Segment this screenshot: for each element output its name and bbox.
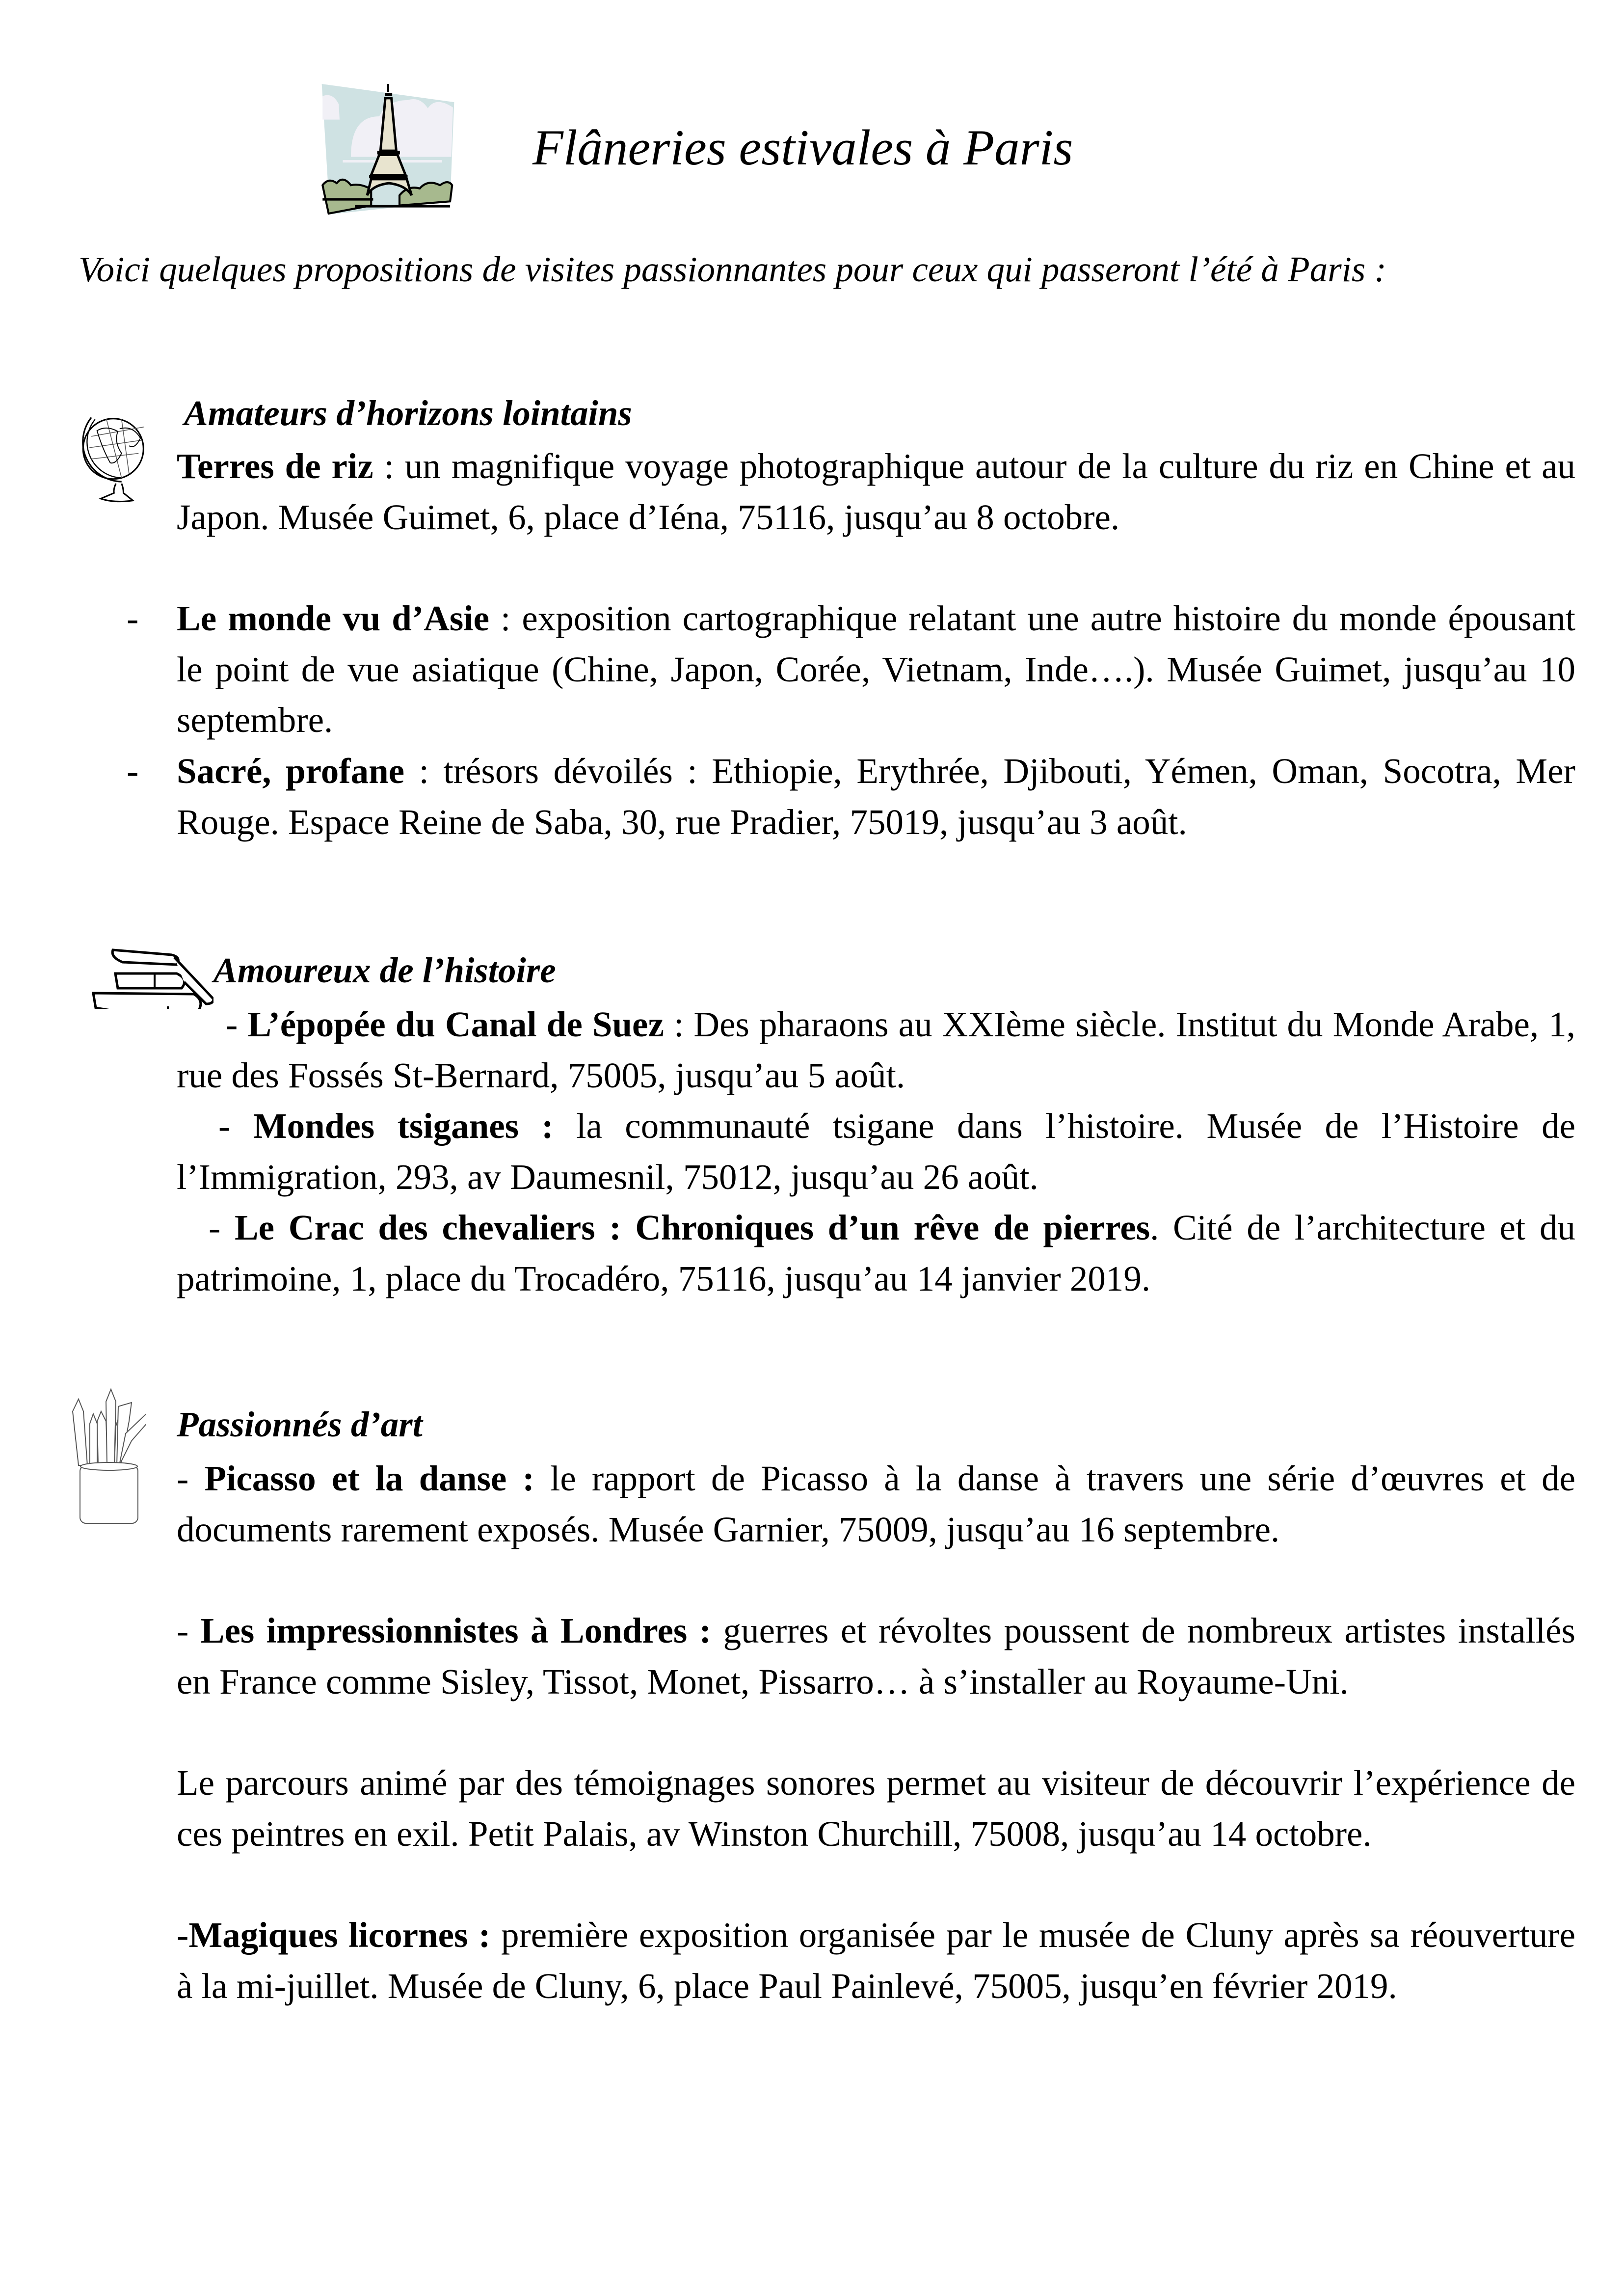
bullet-dash: - — [177, 1915, 189, 1955]
bullet-dash: - — [209, 1208, 235, 1247]
exhibition-details: un magnifique voyage photographique autour de la culture du riz en Chine et au Japon. Musée Guimet, 6, place d’Iéna, 75116, jusqu’au 8 octobre. — [177, 446, 1575, 537]
exhibition-details: le rapport de Picasso à la danse à travers une série d’œuvres et de documents rarement exposés. Musée Garnier, 75009, jusqu’au 16 septembre. — [177, 1459, 1575, 1549]
eiffel-tower-icon — [309, 68, 474, 230]
exhibition-details: Cité de l’architecture et du patrimoine, 1, place du Trocadéro, 75116, jusqu’au 14 janvier 2019. — [177, 1208, 1575, 1298]
exhibition-name: Mondes tsiganes : — [253, 1106, 554, 1146]
bullet-dash: - — [127, 751, 139, 791]
list-item-continuation: Le parcours animé par des témoignages sonores permet au visiteur de découvrir l’expérience de ces peintres en exil. Petit Palais, av Winston Churchill, 75008, jusqu’au 14 octobre. — [177, 1763, 1575, 1854]
page-title: Flâneries estivales à Paris — [532, 120, 1073, 176]
exhibition-details: première exposition organisée par le musée de Cluny après sa réouverture à la mi-juillet. Musée de Cluny, 6, place Paul Painlevé, 75005, jusqu’en février 2019. — [177, 1915, 1575, 2006]
section-heading: Amateurs d’horizons lointains — [184, 393, 632, 433]
list-item — [177, 1453, 1575, 1555]
section-heading: Amoureux de l’histoire — [213, 950, 556, 990]
exhibition-details: la communauté tsigane dans l’histoire. Musée de l’Histoire de l’Immigration, 293, av Daumesnil, 75012, jusqu’au 26 août. — [177, 1106, 1575, 1197]
bullet-dash: - — [218, 1106, 253, 1146]
list-item — [177, 1605, 1575, 1707]
exhibition-details: trésors dévoilés : Ethiopie, Erythrée, Djibouti, Yémen, Oman, Socotra, Mer Rouge. Espace Reine de Saba, 30, rue Pradier, 75019, jusqu’au 3 août. — [177, 751, 1575, 842]
list-item: Sacré, profane : trésors dévoilés : Ethiopie, Erythrée, Djibouti, Yémen, Oman, Socotra, Mer Rouge. Espace Reine de Saba, 30, rue Pradier, 75019, jusqu’au 3 août. — [177, 751, 1575, 842]
section-heading: Passionnés d’art — [177, 1405, 423, 1444]
list-item: Le monde vu d’Asie : exposition cartographique relatant une autre histoire du monde épousant le point de vue asiatique (Chine, Japon, Corée, Vietnam, Inde….). Musée Guimet, jusqu’au 10 septembre. — [177, 598, 1575, 740]
exhibition-name: Le monde vu d’Asie — [177, 598, 489, 638]
pencil-cup-icon — [68, 1387, 146, 1524]
exhibition-name: Le Crac des chevaliers : Chroniques d’un rêve de pierres — [234, 1208, 1150, 1247]
list-item: - L’épopée du Canal de Suez : Des pharaons au XXIème siècle. Institut du Monde Arabe, 1, rue des Fossés St-Bernard, 75005, jusqu’au 5 août. — [177, 1004, 1575, 1095]
exhibition-name: Picasso et la danse : — [204, 1459, 534, 1498]
exhibition-details: exposition cartographique relatant une autre histoire du monde épousant le point de vue asiatique (Chine, Japon, Corée, Vietnam, Inde….). Musée Guimet, jusqu’au 10 septembre. — [177, 598, 1575, 740]
bullet-dash: - — [226, 1004, 248, 1044]
exhibition-details: Des pharaons au XXIème siècle. Institut du Monde Arabe, 1, rue des Fossés St-Bernard, 75005, jusqu’au 5 août. — [177, 1004, 1575, 1095]
exhibition-details: guerres et révoltes poussent de nombreux artistes installés en France comme Sisley, Tissot, Monet, Pissarro… à s’installer au Royaume-Uni. — [177, 1611, 1575, 1702]
intro-text: Voici quelques propositions de visites passionnantes pour ceux qui passeront l’été à Paris : — [79, 249, 1386, 289]
books-icon — [83, 935, 213, 1009]
exhibition-name: Les impressionnistes à Londres : — [200, 1611, 712, 1650]
exhibition-name: Magiques licornes : — [188, 1915, 491, 1955]
bullet-dash: - — [177, 1611, 201, 1650]
list-item — [177, 1910, 1575, 2011]
exhibition-name: L’épopée du Canal de Suez — [247, 1004, 664, 1044]
globe-icon — [69, 403, 167, 515]
exhibition-name: Terres de riz — [177, 446, 373, 486]
list-item — [177, 1101, 1575, 1202]
bullet-dash: - — [127, 598, 139, 638]
list-item: Terres de riz : un magnifique voyage photographique autour de la culture du riz en Chine et au Japon. Musée Guimet, 6, place d’Iéna, 75116, jusqu’au 8 octobre. — [177, 446, 1575, 537]
list-item: - Le Crac des chevaliers : Chroniques d’un rêve de pierres. Cité de l’architecture et du patrimoine, 1, place du Trocadéro, 75116, jusqu’au 14 janvier 2019. — [177, 1208, 1575, 1298]
bullet-dash: - — [177, 1459, 205, 1498]
exhibition-name: Sacré, profane — [177, 751, 405, 791]
